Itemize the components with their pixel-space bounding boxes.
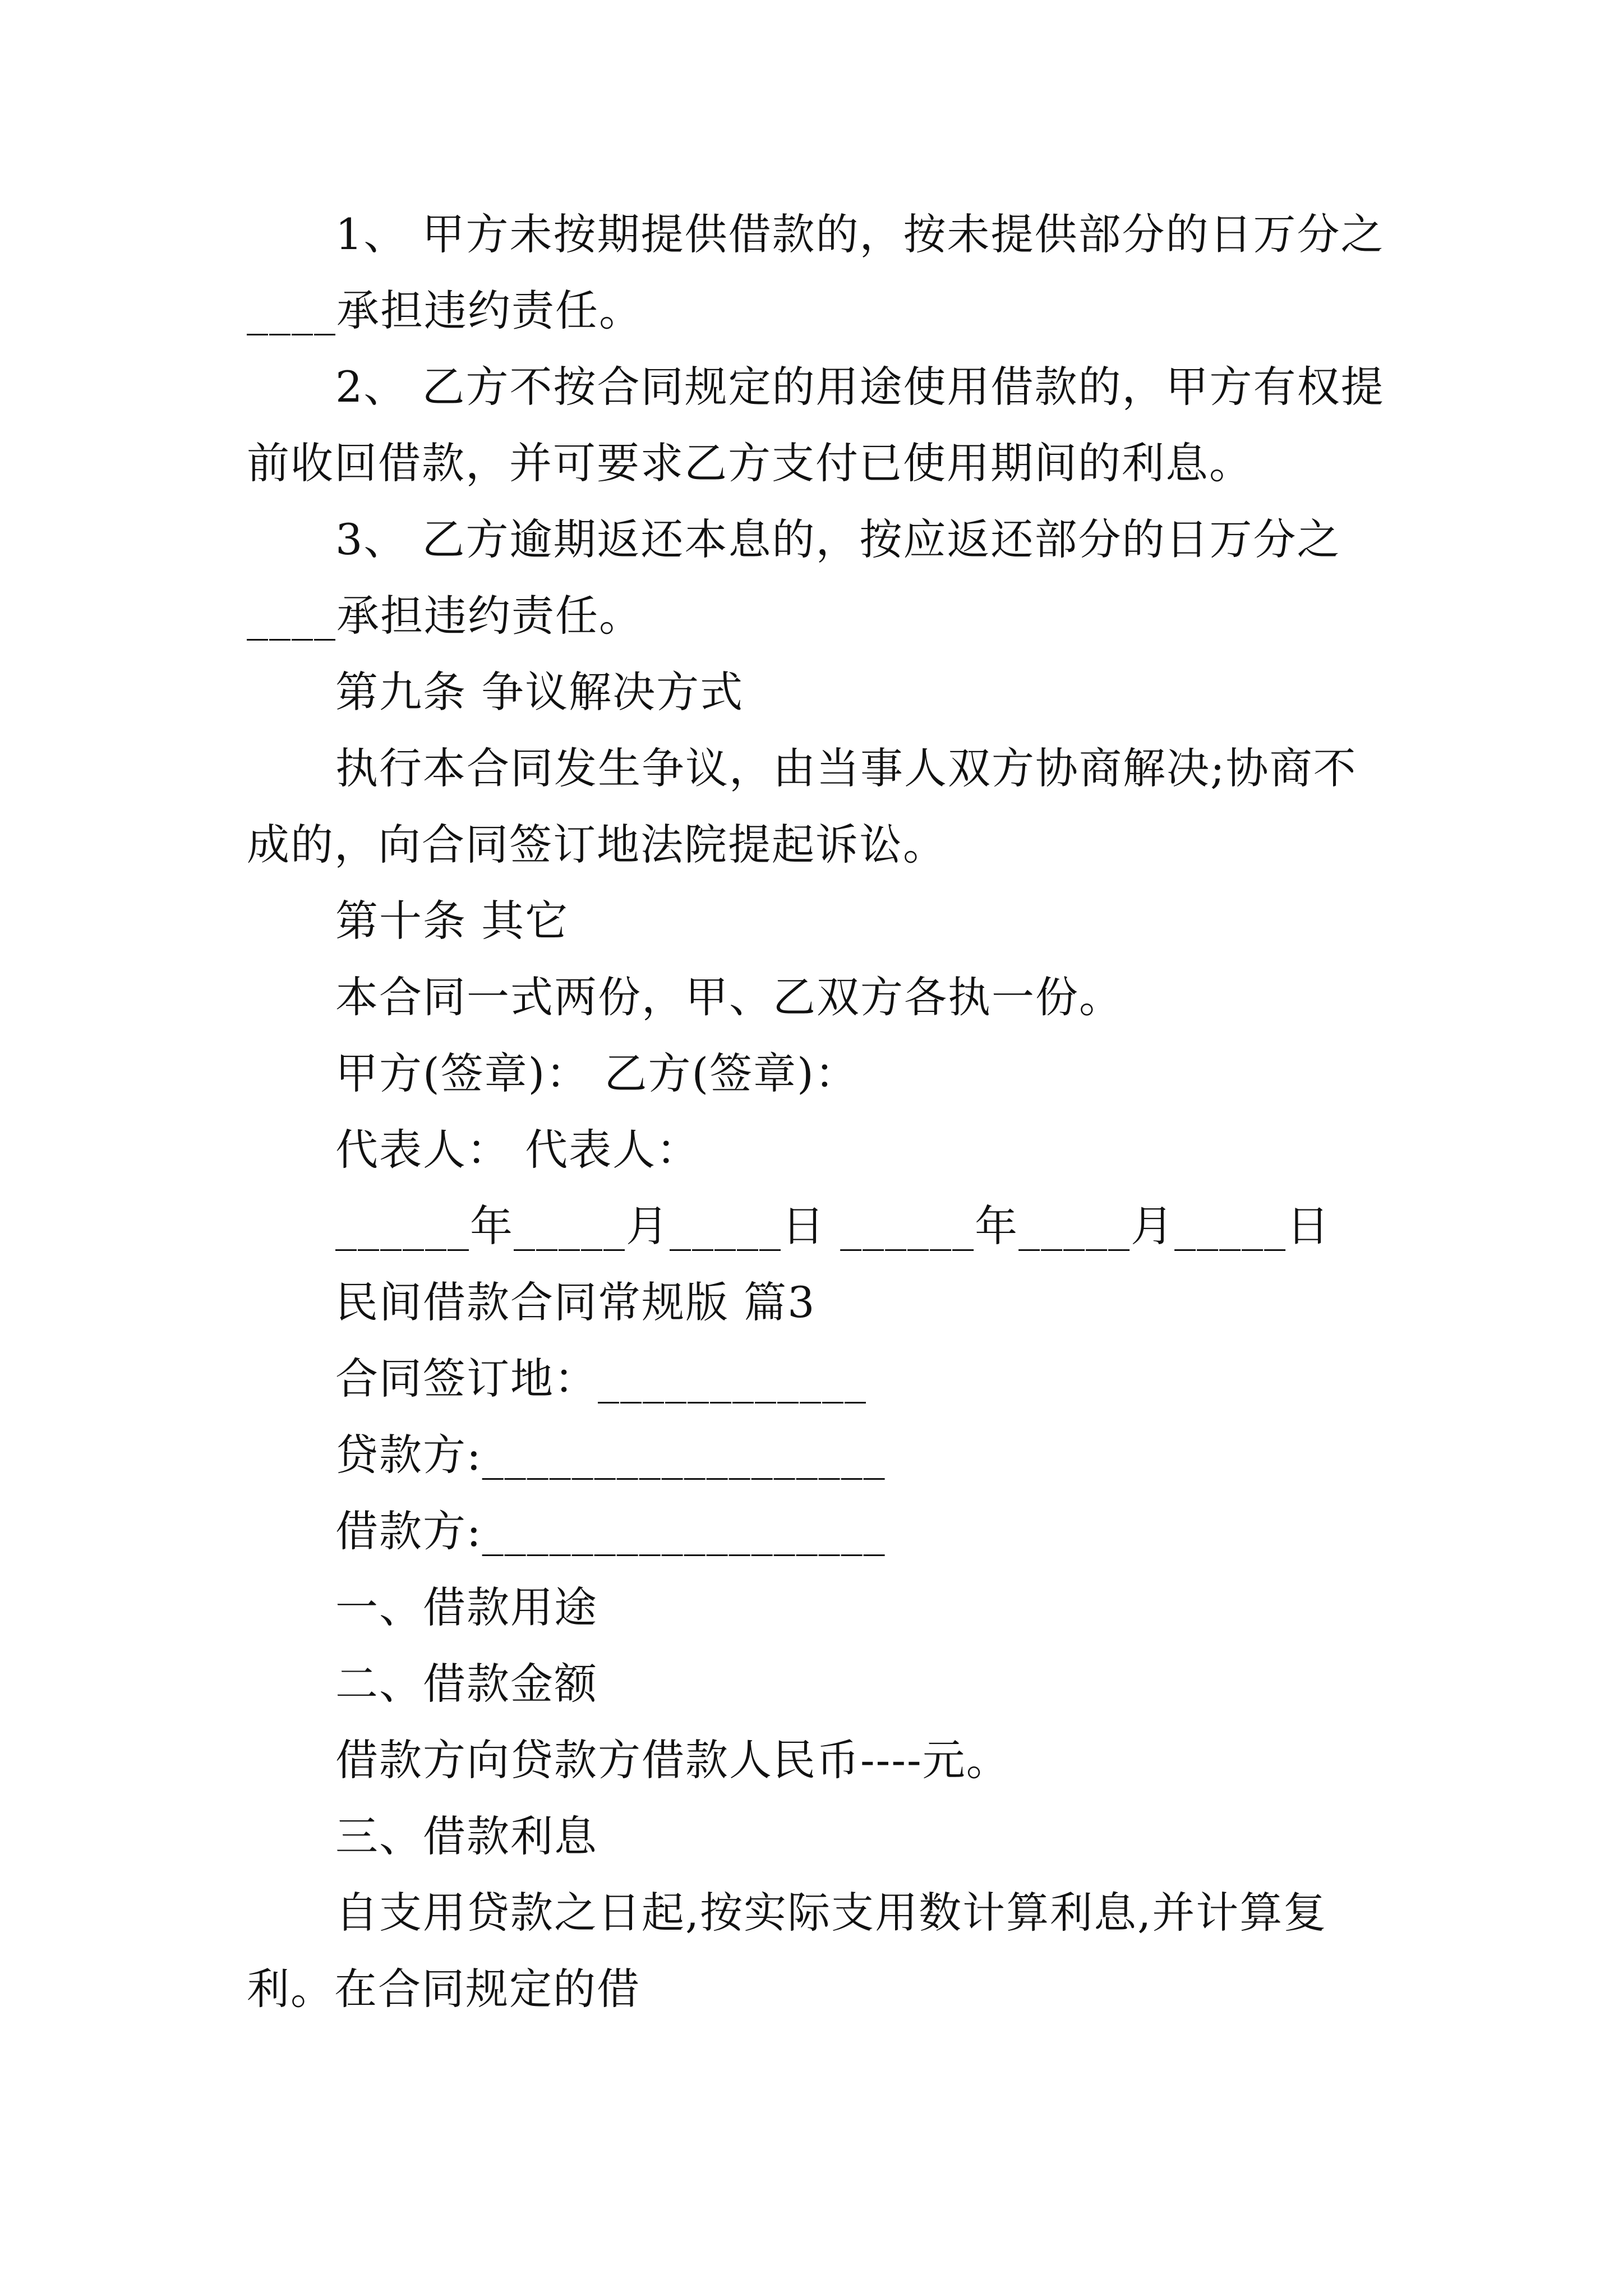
loan-amount-line: 借款方向贷款方借款人民币----元。 [335,1735,1010,1785]
clause-3-line-1: 3、 乙方逾期返还本息的，按应返还部分的日万分之 [335,514,1341,564]
clause-2-line-1: 2、 乙方不按合同规定的用途使用借款的，甲方有权提 [335,362,1385,412]
section-3-heading: 三、借款利息 [335,1811,598,1861]
clause-1-line-1: 1、 甲方未按期提供借款的，按未提供部分的日万分之 [335,209,1385,259]
section-1-heading: 一、借款用途 [335,1582,598,1632]
clause-3-line-2: ____承担违约责任。 [247,591,643,641]
article-10-body: 本合同一式两份，甲、乙双方各执一份。 [335,972,1123,1022]
interest-line-1: 自支用贷款之日起,按实际支用数计算利息,并计算复 [335,1888,1327,1938]
clause-1-line-2: ____承担违约责任。 [247,286,643,335]
article-9-body-line-1: 执行本合同发生争议，由当事人双方协商解决;协商不 [335,743,1357,793]
section-title-version-3: 民间借款合同常规版 篇3 [335,1277,816,1327]
signature-parties-line: 甲方(签章)： 乙方(签章)： [335,1048,859,1098]
article-10-heading: 第十条 其它 [335,896,569,946]
article-9-body-line-2: 成的，向合同签订地法院提起诉讼。 [247,820,947,869]
lender-field: 贷款方:__________________ [335,1430,886,1480]
contract-location-field: 合同签订地：____________ [335,1354,867,1404]
signature-dates-line: ______年_____月_____日 ______年_____月_____日 [335,1201,1331,1251]
clause-2-line-2: 前收回借款，并可要求乙方支付已使用期间的利息。 [247,438,1253,488]
interest-line-2: 利。在合同规定的借 [247,1964,640,2014]
borrower-field: 借款方:__________________ [335,1506,886,1556]
section-2-heading: 二、借款金额 [335,1659,598,1709]
article-9-heading: 第九条 争议解决方式 [335,667,744,717]
representatives-line: 代表人： 代表人： [335,1125,700,1175]
